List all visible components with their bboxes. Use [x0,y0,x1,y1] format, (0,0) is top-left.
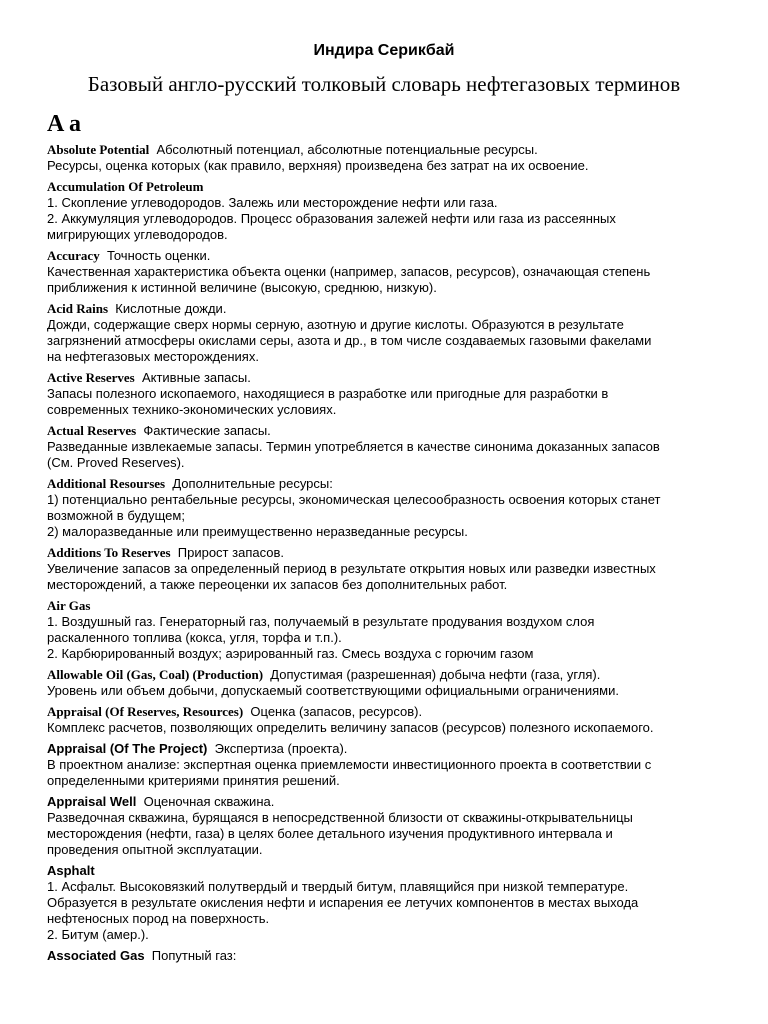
entry-term: Associated Gas [47,948,145,963]
dictionary-entry [47,545,738,593]
entry-translation: Фактические запасы. [143,423,271,438]
entry-definition-line: Уровень или объем добычи, допускаемый соответствующими официальными ограничениями. [47,683,619,698]
entry-translation: Попутный газ: [151,948,237,963]
entry-definition-line: Дожди, содержащие сверх нормы серную, азотную и другие кислоты. Образуются в результате [47,317,624,332]
entry-heading [47,741,738,757]
entry-heading [47,863,738,879]
entry-translation: Кислотные дожди. [115,301,227,316]
entry-definition-line: приближения к истинной величине (высокую, среднюю, низкую). [47,280,437,295]
entry-definition-line: Запасы полезного ископаемого, находящиеся в разработке или пригодные для разработки в [47,386,609,401]
entry-term: Additions To Reserves [47,545,171,560]
entry-definition-line: 1. Асфальт. Высоковязкий полутвердый и твердый битум, плавящийся при низкой температуре. [47,879,629,894]
entry-translation: Активные запасы. [141,370,251,385]
dictionary-entry [47,142,738,174]
entry-definition-line: месторождений, а также переоценки их запасов без дополнительных работ. [47,577,508,592]
entry-translation: Экспертиза (проекта). [214,741,348,756]
entry-definition-line: 2. Битум (амер.). [47,927,149,942]
entry-definition-line: месторождения (нефти, газа) в целях более детального изучения продуктивного интервала и [47,826,613,841]
entry-definition-line: Комплекс расчетов, позволяющих определить величину запасов (ресурсов) полезного ископаемого. [47,720,654,735]
dictionary-entry [47,423,738,471]
entry-definition-line: 1. Воздушный газ. Генераторный газ, получаемый в результате продувания воздухом слоя [47,614,595,629]
entry-term: Active Reserves [47,370,135,385]
entry-definition-line: В проектном анализе: экспертная оценка приемлемости инвестиционного проекта в соответствии с [47,757,652,772]
entry-translation: Прирост запасов. [177,545,284,560]
entry-translation: Точность оценки. [106,248,211,263]
entry-definition-line: 2. Аккумуляция углеводородов. Процесс образования залежей нефти или газа из рассеянных [47,211,616,226]
entry-term: Asphalt [47,863,95,878]
dictionary-entry [47,598,738,662]
entry-heading [47,248,738,264]
entry-heading [47,598,738,614]
entry-term: Acid Rains [47,301,109,316]
entry-term: Actual Reserves [47,423,137,438]
entry-definition-line: Ресурсы, оценка которых (как правило, верхняя) произведена без затрат на их освоение. [47,158,589,173]
entry-definition-line: возможной в будущем; [47,508,185,523]
dictionary-entry [47,370,738,418]
entry-definition-line: определенными критериями принятия решений. [47,773,340,788]
entry-heading [47,545,738,561]
entry-term: Accumulation Of Petroleum [47,179,204,194]
entry-term: Accuracy [47,248,100,263]
entry-definition-line: раскаленного топлива (кокса, угля, торфа и т.п.). [47,630,342,645]
entry-heading [47,667,738,683]
entry-translation: Оценочная скважина. [143,794,275,809]
document-title: Базовый англо-русский толковый словарь нефтегазовых терминов [87,72,681,96]
entry-definition-line: 1) потенциально рентабельные ресурсы, экономическая целесообразность освоения которых станет [47,492,661,507]
entry-definition-line: проведения опытной эксплуатации. [47,842,263,857]
dictionary-entry [47,741,738,789]
dictionary-entry [47,179,738,243]
entry-term: Additional Resourses [47,476,166,491]
entry-term: Appraisal (Of The Project) [47,741,208,756]
entry-heading [47,948,738,964]
entry-term: Air Gas [47,598,91,613]
entry-term: Appraisal Well [47,794,137,809]
entry-term: Absolute Potential [47,142,150,157]
entry-definition-line: 1. Скопление углеводородов. Залежь или месторождение нефти или газа. [47,195,498,210]
entry-definition-line: 2. Карбюрированный воздух; аэрированный газ. Смесь воздуха с горючим газом [47,646,534,661]
entry-definition-line: Качественная характеристика объекта оценки (например, запасов, ресурсов), означающая степень [47,264,651,279]
entry-definition-line: Образуется в результате окисления нефти и испарения ее летучих компонентов в местах выхода [47,895,639,910]
dictionary-entry [47,301,738,365]
entry-heading [47,704,738,720]
dictionary-entry [47,248,738,296]
entry-heading [47,476,738,492]
entry-heading [47,370,738,386]
entry-translation: Оценка (запасов, ресурсов). [250,704,423,719]
entry-definition-line: загрязнений атмосферы окислами серы, азота и др., в том числе создаваемых газовыми факелами [47,333,652,348]
entry-translation: Допустимая (разрешенная) добыча нефти (газа, угля). [270,667,601,682]
entry-definition-line: на нефтегазовых месторождениях. [47,349,259,364]
section-letter: A a [47,111,82,137]
entry-definition-line: (См. Proved Reserves). [47,455,185,470]
dictionary-entry [47,948,738,964]
entry-definition-line: Увеличение запасов за определенный период в результате открытия новых или разведки известных [47,561,656,576]
dictionary-entry [47,476,738,540]
entry-definition-line: нефтеносных пород на поверхность. [47,911,270,926]
dictionary-entry [47,704,738,736]
entry-definition-line: Разведанные извлекаемые запасы. Термин употребляется в качестве синонима доказанных запасов [47,439,660,454]
entry-term: Allowable Oil (Gas, Coal) (Production) [47,667,264,682]
entry-definition-line: мигрирующих углеводородов. [47,227,228,242]
entry-definition-line: 2) малоразведанные или преимущественно неразведанные ресурсы. [47,524,468,539]
entry-heading [47,301,738,317]
entry-heading [47,423,738,439]
entry-translation: Дополнительные ресурсы: [172,476,333,491]
entry-list [47,142,738,969]
entry-definition-line: Разведочная скважина, бурящаяся в непосредственной близости от скважины-открывательницы [47,810,633,825]
entry-translation: Абсолютный потенциал, абсолютные потенциальные ресурсы. [156,142,538,157]
entry-term: Appraisal (Of Reserves, Resources) [47,704,244,719]
dictionary-entry [47,863,738,943]
author-name: Индира Серикбай [313,42,455,59]
entry-definition-line: современных технико-экономических условиях. [47,402,337,417]
dictionary-entry [47,794,738,858]
dictionary-entry [47,667,738,699]
entry-heading [47,179,738,195]
entry-heading [47,142,738,158]
entry-heading [47,794,738,810]
